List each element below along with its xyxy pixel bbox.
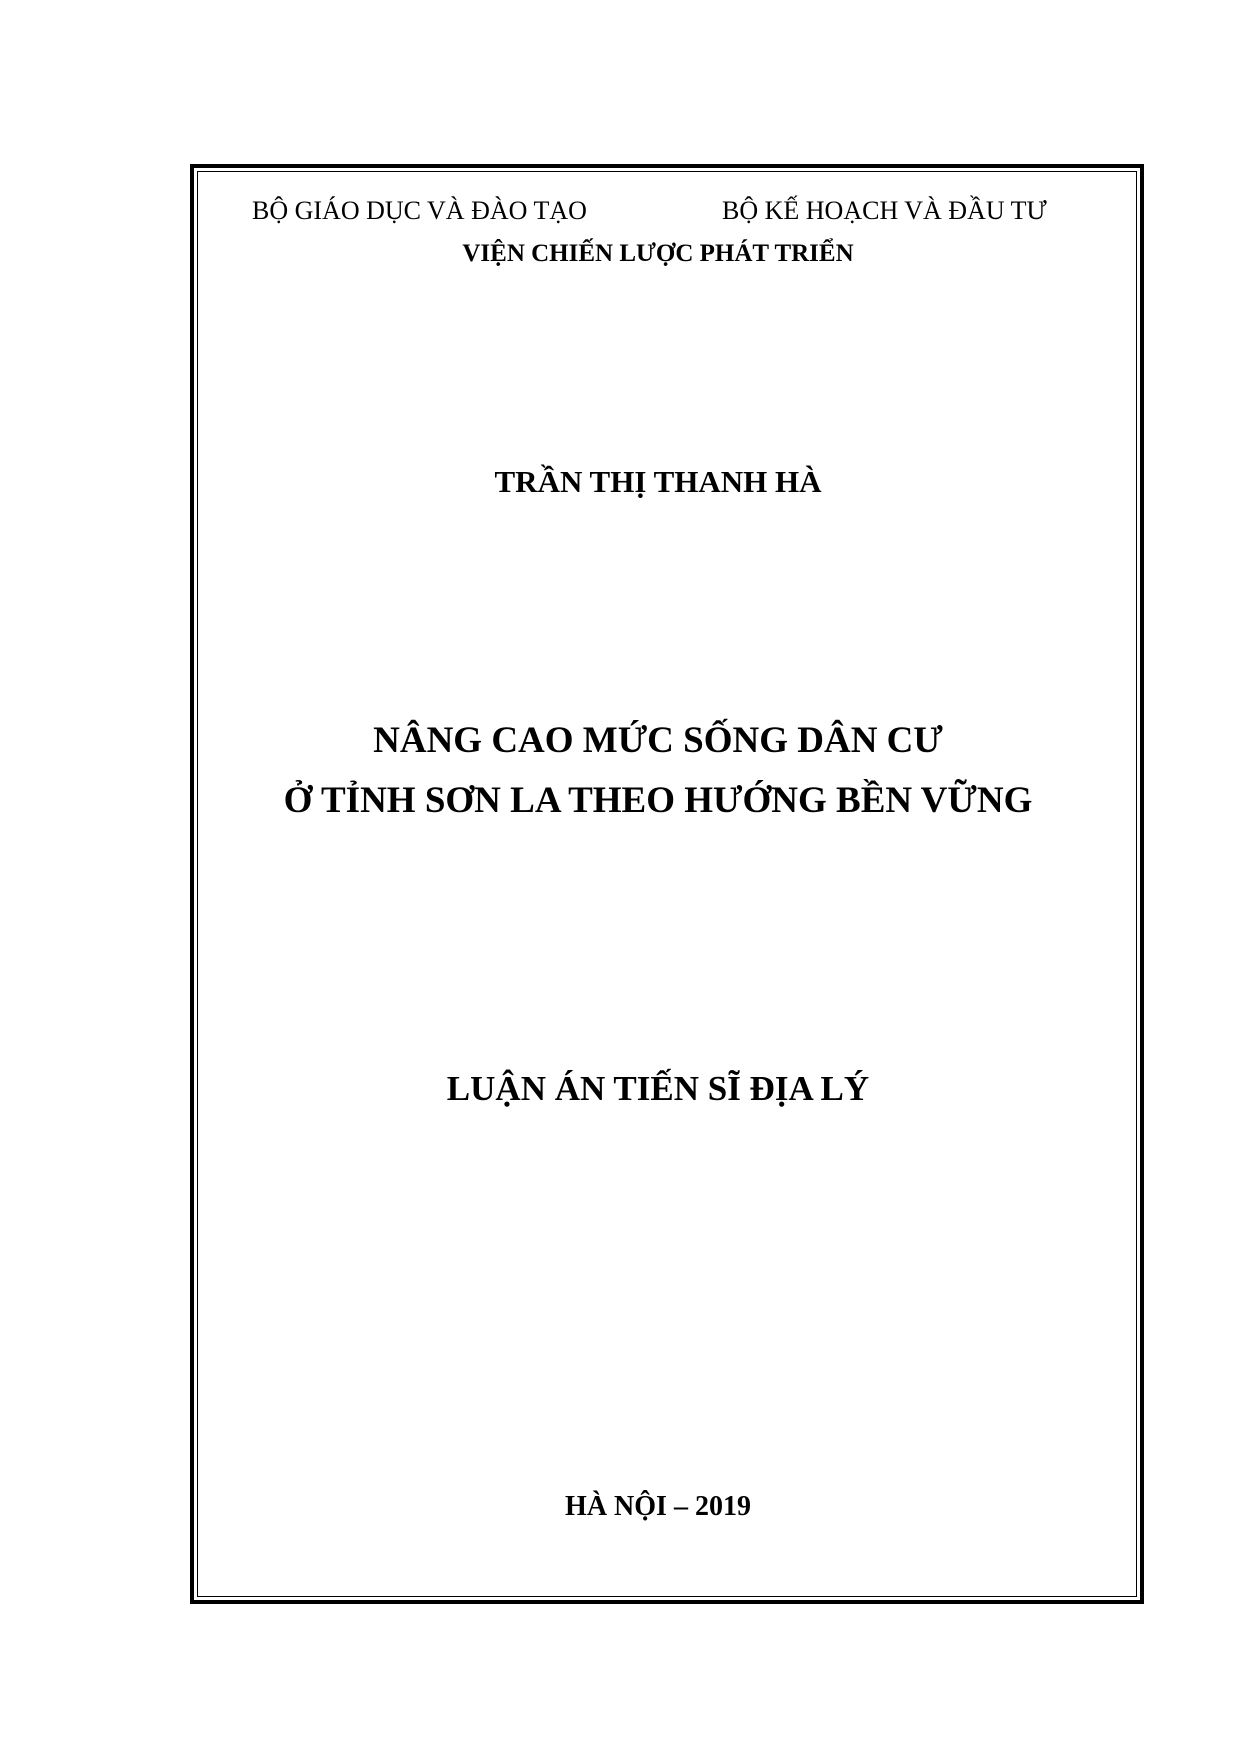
thesis-title-line-2: Ở TỈNH SƠN LA THEO HƯỚNG BỀN VỮNG [283,780,1033,821]
thesis-title-line-1: NÂNG CAO MỨC SỐNG DÂN CƯ [373,720,943,761]
ministry-left: BỘ GIÁO DỤC VÀ ĐÀO TẠO [252,196,587,225]
ministry-right: BỘ KẾ HOẠCH VÀ ĐẦU TƯ [722,196,1047,225]
institute-name: VIỆN CHIẾN LƯỢC PHÁT TRIỂN [462,240,854,267]
author-name: TRẦN THỊ THANH HÀ [494,464,822,499]
place-and-year: HÀ NỘI – 2019 [565,1491,751,1522]
degree-label: LUẬN ÁN TIẾN SĨ ĐỊA LÝ [446,1069,870,1108]
cover-border-inner [197,171,1137,1597]
